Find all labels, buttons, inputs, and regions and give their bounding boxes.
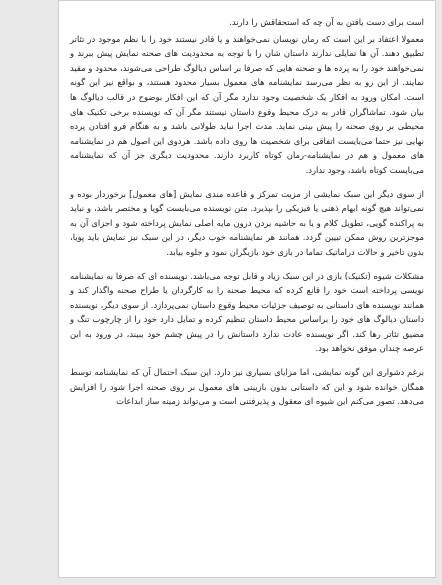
paragraph-4: مشکلات شیوه (تکنیک) بازی در این سبک زیاد و قابل توجه می‌باشد. نویسنده ای که صرفا به نمایشنامه نویسی پرداخته است خود را قانع کرده که محیط صحنه را به کارگردان یا طراح صحنه واگذار کند و همانند نویسنده های داستانی به توصیف جزئیات محیط وقوع داستان نمی‌پردازد. از سوی دیگر، نویسنده داستان دیالوگ های خود را براساس محیط داستان تنظیم کرده و تمایل دارد خود را از چارچوب تنگ و مضیق تئاتر رها کند. اگر نویسنده عادت ندارد داستانش را در پیش چشم خود ببیند، در ورود به این عرصه چندان موفق نخواهد بود. <box>70 270 424 354</box>
paragraph-2: معمولا اعتقاد بر این است که رمان نویسان نمی‌خواهند و یا قادر نیستند خود را با نظم موجود در تئاتر تطبیق دهند. آن ها تمایلی ندارند داستان شان را با توجه به محدودیت های صحنه نمایش پیش ببرند و نمی‌خواهند خود را به پرده ها و صحنه هایی که صرفا بر اساس دیالوگ طراحی می‌شوند، محدود و مقید نمایند. از این رو به نظر می‌رسد نمایشنامه های معمول بسیار محدود هستند، و بواقع نیز این گونه است. امکان ورود به افکار یک شخصیت وجود ندارد مگر آن که این افکار بوضوح در قالب دیالوگ ها بیان شود. تماشاگران قادر به درک محیط وقوع داستان نیستند مگر آن که نویسنده برخی تکنیک های محیطی بر روی صحنه را پیش بینی نماید. مدت اجرا نباید طولانی باشد و به هنگام فرو افتادن پرده نهایی نیز حتما می‌بایست اتفاقی برای شخصیت ها روی داده باشد. هردوی این اصول هم در نمایشنامه های معمول و هم در نمایشنامه-رمان کوتاه کاربرد دارند. محدودیت دیگری جز آن که نمایشنامه می‌بایست کوتاه باشد، وجود ندارد. <box>70 33 424 175</box>
paragraph-3: از سوی دیگر این سبک نمایشی از مزیت تمرکز و قاعده مندی نمایش [های معمول] برخوردار بوده و نمی‌تواند هیچ گونه ابهام ذهنی یا فیزیکی را بپذیرد. متن نویسنده می‌بایست گویا و مختصر باشد، و نباید به پراکنده گویی، تطویل کلام و یا به حاشیه بردن درون مایه اصلی نمایش پرداخته شود و اجزای آن به موجزترین روش ممکن تبیین گردد. همانند هر نمایشنامه خوب دیگر، در این سبک نیز نمایش باید پویا، بدون تاخیر و حالات دراماتیک تماما در بازی خود بازیگران نمود و جلوه بیابد. <box>70 188 424 257</box>
document-page <box>58 0 436 578</box>
paragraph-5: برغم دشواری این گونه نمایشی، اما مزایای بسیاری نیز دارد. این سبک احتمال آن که نمایشنامه توسط همگان خوانده شود و این که داستانی بدون بازیبنی های معمول بر روی صحنه اجرا شود را افزایش می‌دهد. تصور می‌کنم این شیوه ای معقول و پذیرفتنی است و می‌تواند زمینه ساز ابداعات <box>70 367 424 407</box>
paragraph-1: است برای دست یافتن به آن چه که استحقاقش را دارند. <box>229 17 424 27</box>
